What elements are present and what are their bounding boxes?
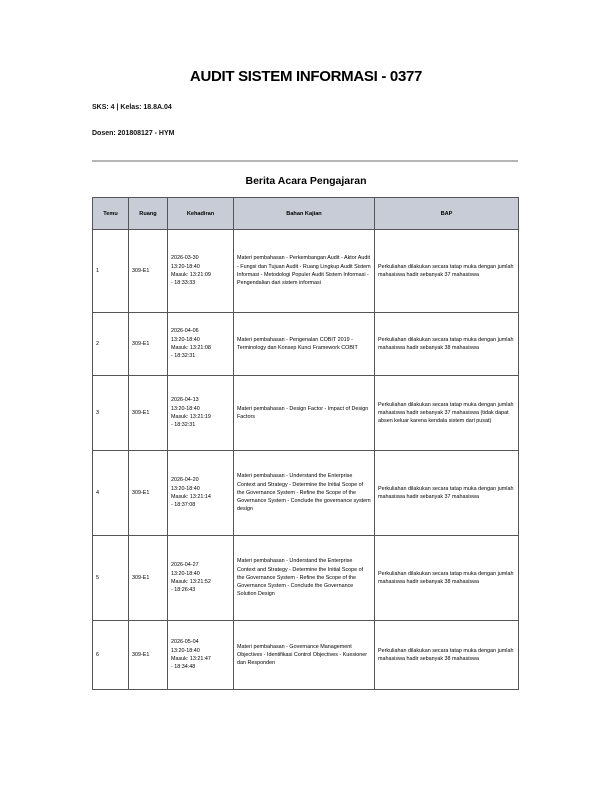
cell-temu: 3: [93, 376, 129, 451]
cell-ruang: 309-E1: [129, 376, 168, 451]
table-header-row: [93, 198, 519, 230]
cell-kehadiran: [168, 313, 234, 376]
col-header-ruang: Ruang: [129, 198, 168, 230]
table-row: [93, 313, 519, 376]
cell-bap: Perkuliahan dilakukan secara tatap muka dengan jumlah mahasiswa hadir sebanyak 37 mahasiswa: [375, 451, 519, 536]
cell-ruang: 309-E1: [129, 451, 168, 536]
kehadiran-masuk: Masuk: 13:21:47: [171, 656, 211, 662]
cell-bahan-kajian: Materi pembahasan - Design Factor - Impact of Design Factors: [234, 376, 375, 451]
sks-kelas-info: SKS: 4 | Kelas: 18.8A.04: [92, 104, 172, 111]
kehadiran-keluar: - 18:26:43: [171, 587, 196, 594]
table-row: [93, 451, 519, 536]
cell-bahan-kajian: Materi pembahasan - Understand the Enterprise Context and Strategy - Determine the Initial Scope of the Governance System - Refine the Scope of the Governance System - Conclude the governance system design: [234, 451, 375, 536]
cell-bahan-kajian: Materi pembahasan - Understand the Enterprise Context and Strategy - Determine the Initial Scope of the Governance System - Refine the Scope of the Governance System - Conclude the Governance Solution Design: [234, 536, 375, 621]
kehadiran-time: 13:20-18:40: [171, 336, 200, 343]
kehadiran-keluar: - 18:37:08: [171, 502, 196, 509]
col-header-temu: Temu: [93, 198, 129, 230]
kehadiran-masuk: Masuk: 13:21:09: [171, 272, 211, 278]
cell-kehadiran: [168, 376, 234, 451]
cell-ruang: 309-E1: [129, 536, 168, 621]
cell-bahan-kajian: Materi pembahasan - Governance Management Objectives - Identifikasi Control Objectives - Kuesioner dan Responden: [234, 621, 375, 690]
col-header-kehadiran: Kehadiran: [168, 198, 234, 230]
kehadiran-time: 13:20-18:40: [171, 263, 200, 270]
cell-bap: Perkuliahan dilakukan secara tatap muka dengan jumlah mahasiswa hadir sebanyak 38 mahasiswa: [375, 536, 519, 621]
kehadiran-masuk: Masuk: 13:21:08: [171, 345, 211, 351]
kehadiran-keluar: - 18:34:48: [171, 664, 196, 671]
kehadiran-time: 13:20-18:40: [171, 647, 200, 654]
cell-kehadiran: [168, 621, 234, 690]
cell-temu: 1: [93, 230, 129, 313]
cell-temu: 6: [93, 621, 129, 690]
cell-bahan-kajian: Materi pembahasan - Pengenalan COBIT 2019 - Terminology dan Konsep Kunci Framework COBIT: [234, 313, 375, 376]
kehadiran-date: 2026-05-04: [171, 639, 199, 646]
table-row: [93, 376, 519, 451]
kehadiran-date: 2026-04-06: [171, 328, 199, 335]
cell-bap: Perkuliahan dilakukan secara tatap muka dengan jumlah mahasiswa hadir sebanyak 38 mahasiswa: [375, 313, 519, 376]
kehadiran-date: 2026-04-27: [171, 562, 199, 569]
col-header-bap: BAP: [375, 198, 519, 230]
kehadiran-time: 13:20-18:40: [171, 570, 200, 577]
kehadiran-date: 2026-03-30: [171, 255, 199, 262]
table-row: [93, 621, 519, 690]
kehadiran-masuk: Masuk: 13:21:14: [171, 494, 211, 500]
cell-temu: 4: [93, 451, 129, 536]
cell-temu: 5: [93, 536, 129, 621]
table-row: [93, 230, 519, 313]
cell-bap: Perkuliahan dilakukan secara tatap muka dengan jumlah mahasiswa hadir sebanyak 37 mahasiswa (tidak dapat absen keluar karena kendala sistem dari pusat): [375, 376, 519, 451]
cell-bahan-kajian: Materi pembahasan - Perkembangan Audit - Aktor Audit - Fungsi dan Tujuan Audit - Ruang Lingkup Audit Sistem Informasi - Metodologi Populer Audit Sistem Informasi - Pengendalian dari sistem informasi: [234, 230, 375, 313]
kehadiran-time: 13:20-18:40: [171, 485, 200, 492]
kehadiran-keluar: - 18:32:31: [171, 422, 196, 429]
cell-ruang: 309-E1: [129, 313, 168, 376]
kehadiran-time: 13:20-18:40: [171, 405, 200, 412]
cell-temu: 2: [93, 313, 129, 376]
header-divider: [92, 160, 518, 162]
bap-table: [92, 197, 519, 690]
cell-kehadiran: [168, 230, 234, 313]
kehadiran-keluar: - 18:32:31: [171, 353, 196, 360]
cell-ruang: 309-E1: [129, 230, 168, 313]
cell-kehadiran: [168, 451, 234, 536]
cell-bap: Perkuliahan dilakukan secara tatap muka dengan jumlah mahasiswa hadir sebanyak 38 mahasiswa: [375, 621, 519, 690]
kehadiran-date: 2026-04-20: [171, 477, 199, 484]
cell-bap: Perkuliahan dilakukan secara tatap muka dengan jumlah mahasiswa hadir sebanyak 37 mahasiswa: [375, 230, 519, 313]
kehadiran-masuk: Masuk: 13:21:52: [171, 579, 211, 585]
dosen-info: Dosen: 201808127 - HYM: [92, 130, 175, 137]
cell-ruang: 309-E1: [129, 621, 168, 690]
kehadiran-masuk: Masuk: 13:21:19: [171, 414, 211, 420]
cell-kehadiran: [168, 536, 234, 621]
section-title: Berita Acara Pengajaran: [245, 175, 367, 187]
kehadiran-keluar: - 18:33:33: [171, 280, 196, 287]
table-row: [93, 536, 519, 621]
kehadiran-date: 2026-04-13: [171, 397, 199, 404]
document-title: AUDIT SISTEM INFORMASI - 0377: [189, 68, 423, 85]
col-header-bahan-kajian: Bahan Kajian: [234, 198, 375, 230]
